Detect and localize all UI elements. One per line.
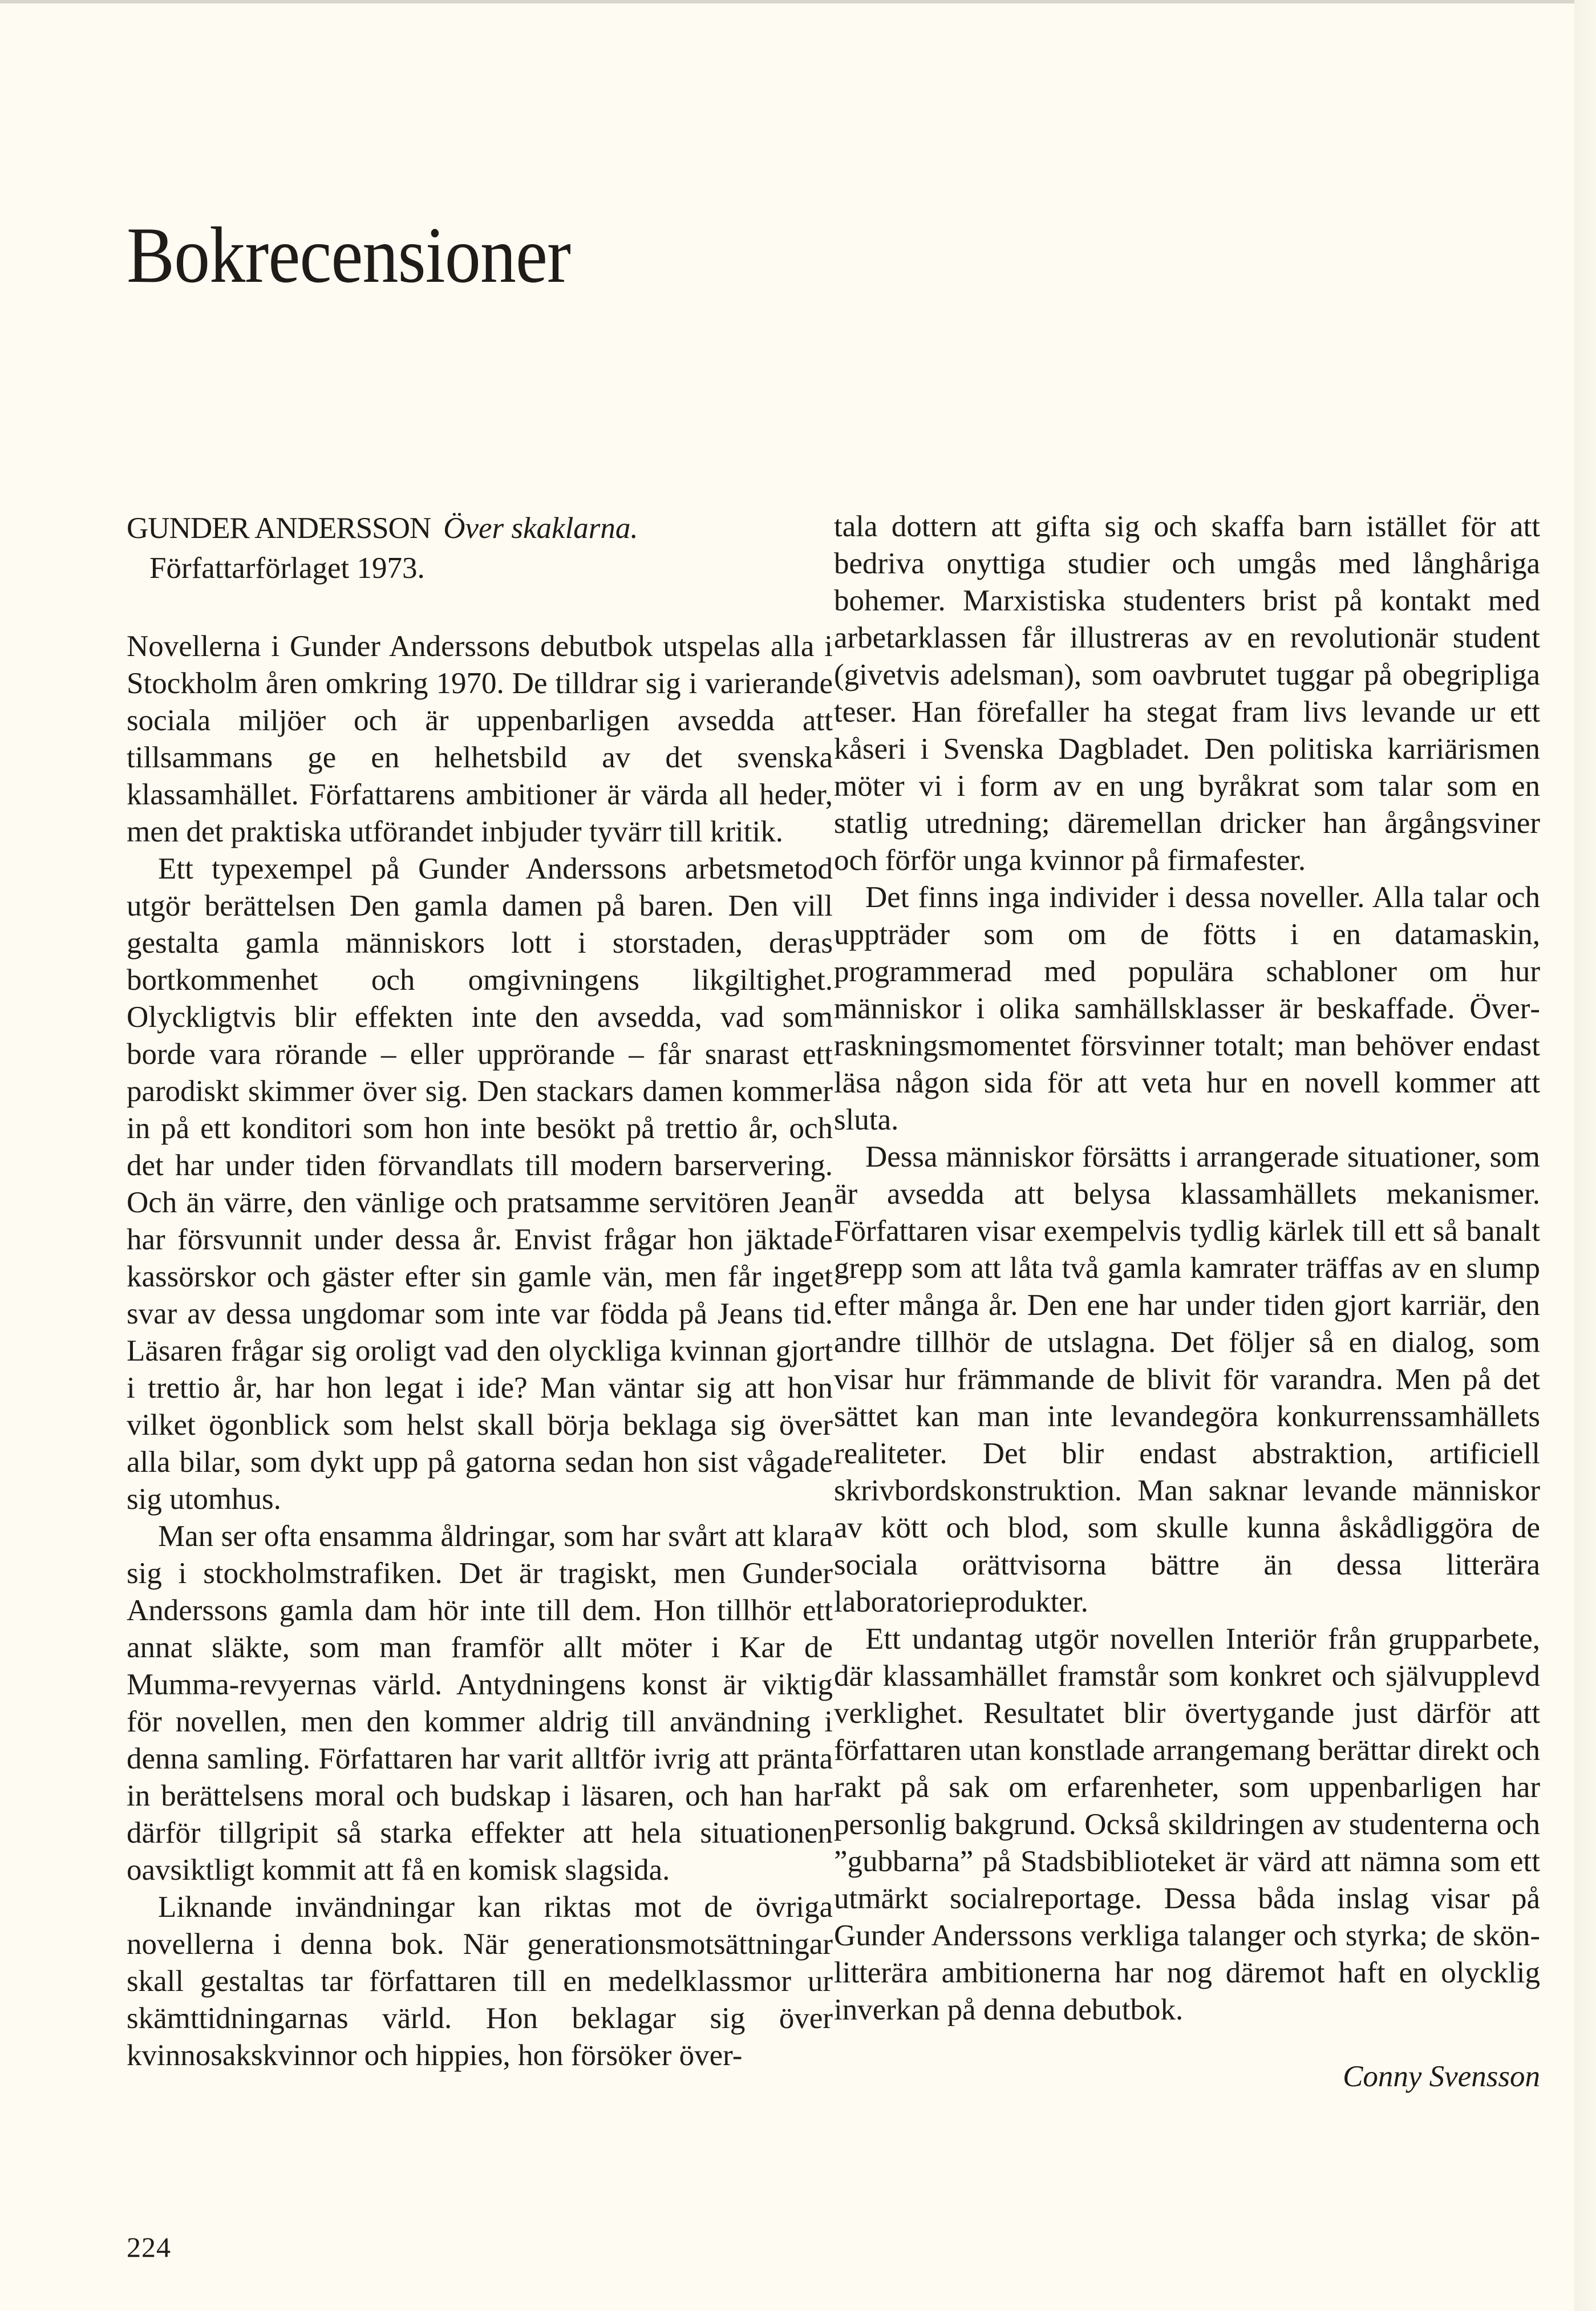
review-paragraph: Ett typexempel på Gunder Anderssons arbetsmetod utgör berättelsen Den gamla damen på baren. Den vill gestalta gamla människors lott i storstaden, deras bortkommenhet och omgivningens likgiltighet. Olyckligtvis blir effekten inte den avsedda, vad som borde vara rörande – eller upprörande – får snarast ett parodiskt skimmer över sig. Den stackars damen kommer in på ett konditori som hon inte besökt på trettio år, och det har under tiden förvandlats till modern barservering. Och än värre, den vänlige och pratsamme servitören Jean har försvunnit under dessa år. Envist frågar hon jäktade kassörskor och gäster efter sin gamle vän, men får inget svar av dessa ungdomar som inte var födda på Jeans tid. Läsaren frågar sig oroligt vad den olyckliga kvinnan gjort i trettio år, har hon legat i ide? Man väntar sig att hon vilket ögonblick som helst skall börja beklaga sig över alla bilar, som dykt upp på gatorna sedan hon sist vågade sig utomhus. [127,852,833,1516]
book-title: Över skaklarna. [443,512,638,545]
book-citation [127,508,833,588]
review-paragraph: Man ser ofta ensamma åldringar, som har svårt att klara sig i stockholmstrafiken. Det är tragiskt, men Gunder Anderssons gamla dam hör inte till dem. Hon tillhör ett annat släkte, som man framför allt möter i Kar de Mumma-revyernas värld. Antydningens konst är viktig för novellen, men den kommer aldrig till användning i denna samling. Författaren har varit alltför ivrig att pränta in berättelsens moral och budskap i läsaren, och han har därför tillgripit så starka effekter att hela situationen oavsiktligt kommit att få en komisk slagsida. [127,1520,833,1887]
book-publisher-year: Författarförlaget 1973. [149,552,425,585]
review-paragraph: Ett undantag utgör novellen Interiör från grupparbete, där klassamhället framstår som konkret och självupplevd verklighet. Resultatet blir övertygande just därför att författaren utan konstlade arrangemang berättar direkt och rakt på sak om erfarenheter, som uppenbarligen har personlig bakgrund. Också skildringen av studenterna och ”gubbarna” på Stadsbiblioteket är värd att nämna som ett utmärkt socialreportage. Dessa båda inslag visar på Gunder Anderssons verkliga talanger och styrka; de skönlitterära ambitionerna har nog däremot haft en olycklig inverkan på denna debutbok. [834,1622,1540,2026]
review-paragraph: Dessa människor försätts i arrangerade situationer, som är avsedda att belysa klassamhällets mekanismer. Författaren visar exempelvis tydlig kärlek till ett så banalt grepp som att låta två gamla kamrater träffas av en slump efter många år. Den ene har under tiden gjort karriär, den andre tillhör de utslagna. Det följer så en dialog, som visar hur främmande de blivit för varandra. Men på det sättet kan man inte levandegöra konkurrenssamhällets realiteter. Det blir endast abstraktion, artificiell skrivbordskonstruktion. Man saknar levande människor av kött och blod, som skulle kunna åskådliggöra de sociala orättvisorna bättre än dessa litterära laboratorieprodukter. [834,1140,1540,1618]
reviewer-signature: Conny Svensson [1343,2060,1540,2093]
review-paragraph: Liknande invändningar kan riktas mot de övriga novellerna i denna bok. När generationsmotsättningar skall gestaltas tar författaren till en medelklassmor ur skämttidningarnas värld. Hon beklagar sig över kvinnosakskvinnor och hippies, hon försöker över- [127,1891,833,2072]
book-author: GUNDER ANDERSSON [127,512,431,545]
review-paragraph: Novellerna i Gunder Anderssons debutbok utspelas alla i Stockholm åren omkring 1970. De tilldrar sig i varierande sociala miljöer och är uppenbarligen avsedda att tillsammans ge en helhetsbild av det svenska klassamhället. Författarens ambitioner är värda all heder, men det praktiska utförandet inbjuder tyvärr till kritik. [127,630,833,848]
page-edge [1574,0,1596,2311]
left-column [127,508,833,2074]
review-paragraph: Det finns inga individer i dessa noveller. Alla talar och uppträder som om de fötts i en datamaskin, programmerad med populära schabloner om hur människor i olika samhällsklasser är beskaffade. Överraskningsmomentet försvinner totalt; man behöver endast läsa någon sida för att veta hur en novell kommer att sluta. [834,881,1540,1136]
page-number: 224 [127,2231,171,2263]
page-heading: Bokrecensioner [127,211,571,300]
review-paragraph-continued: tala dottern att gifta sig och skaffa barn istället för att bedriva onyttiga studier och umgås med långhåriga bohemer. Marxistiska studenters brist på kontakt med arbetarklassen får illustreras av en revolutionär student (givetvis adelsman), som oavbrutet tuggar på obegripliga teser. Han förefaller ha stegat fram livs levande ur ett kåseri i Svenska Dagbladet. Den politiska karriärismen möter vi i form av en ung byråkrat som talar som en statlig utredning; däremellan dricker han årgångsviner och förför unga kvinnor på firmafester. [834,510,1540,877]
right-column [834,508,1540,2095]
